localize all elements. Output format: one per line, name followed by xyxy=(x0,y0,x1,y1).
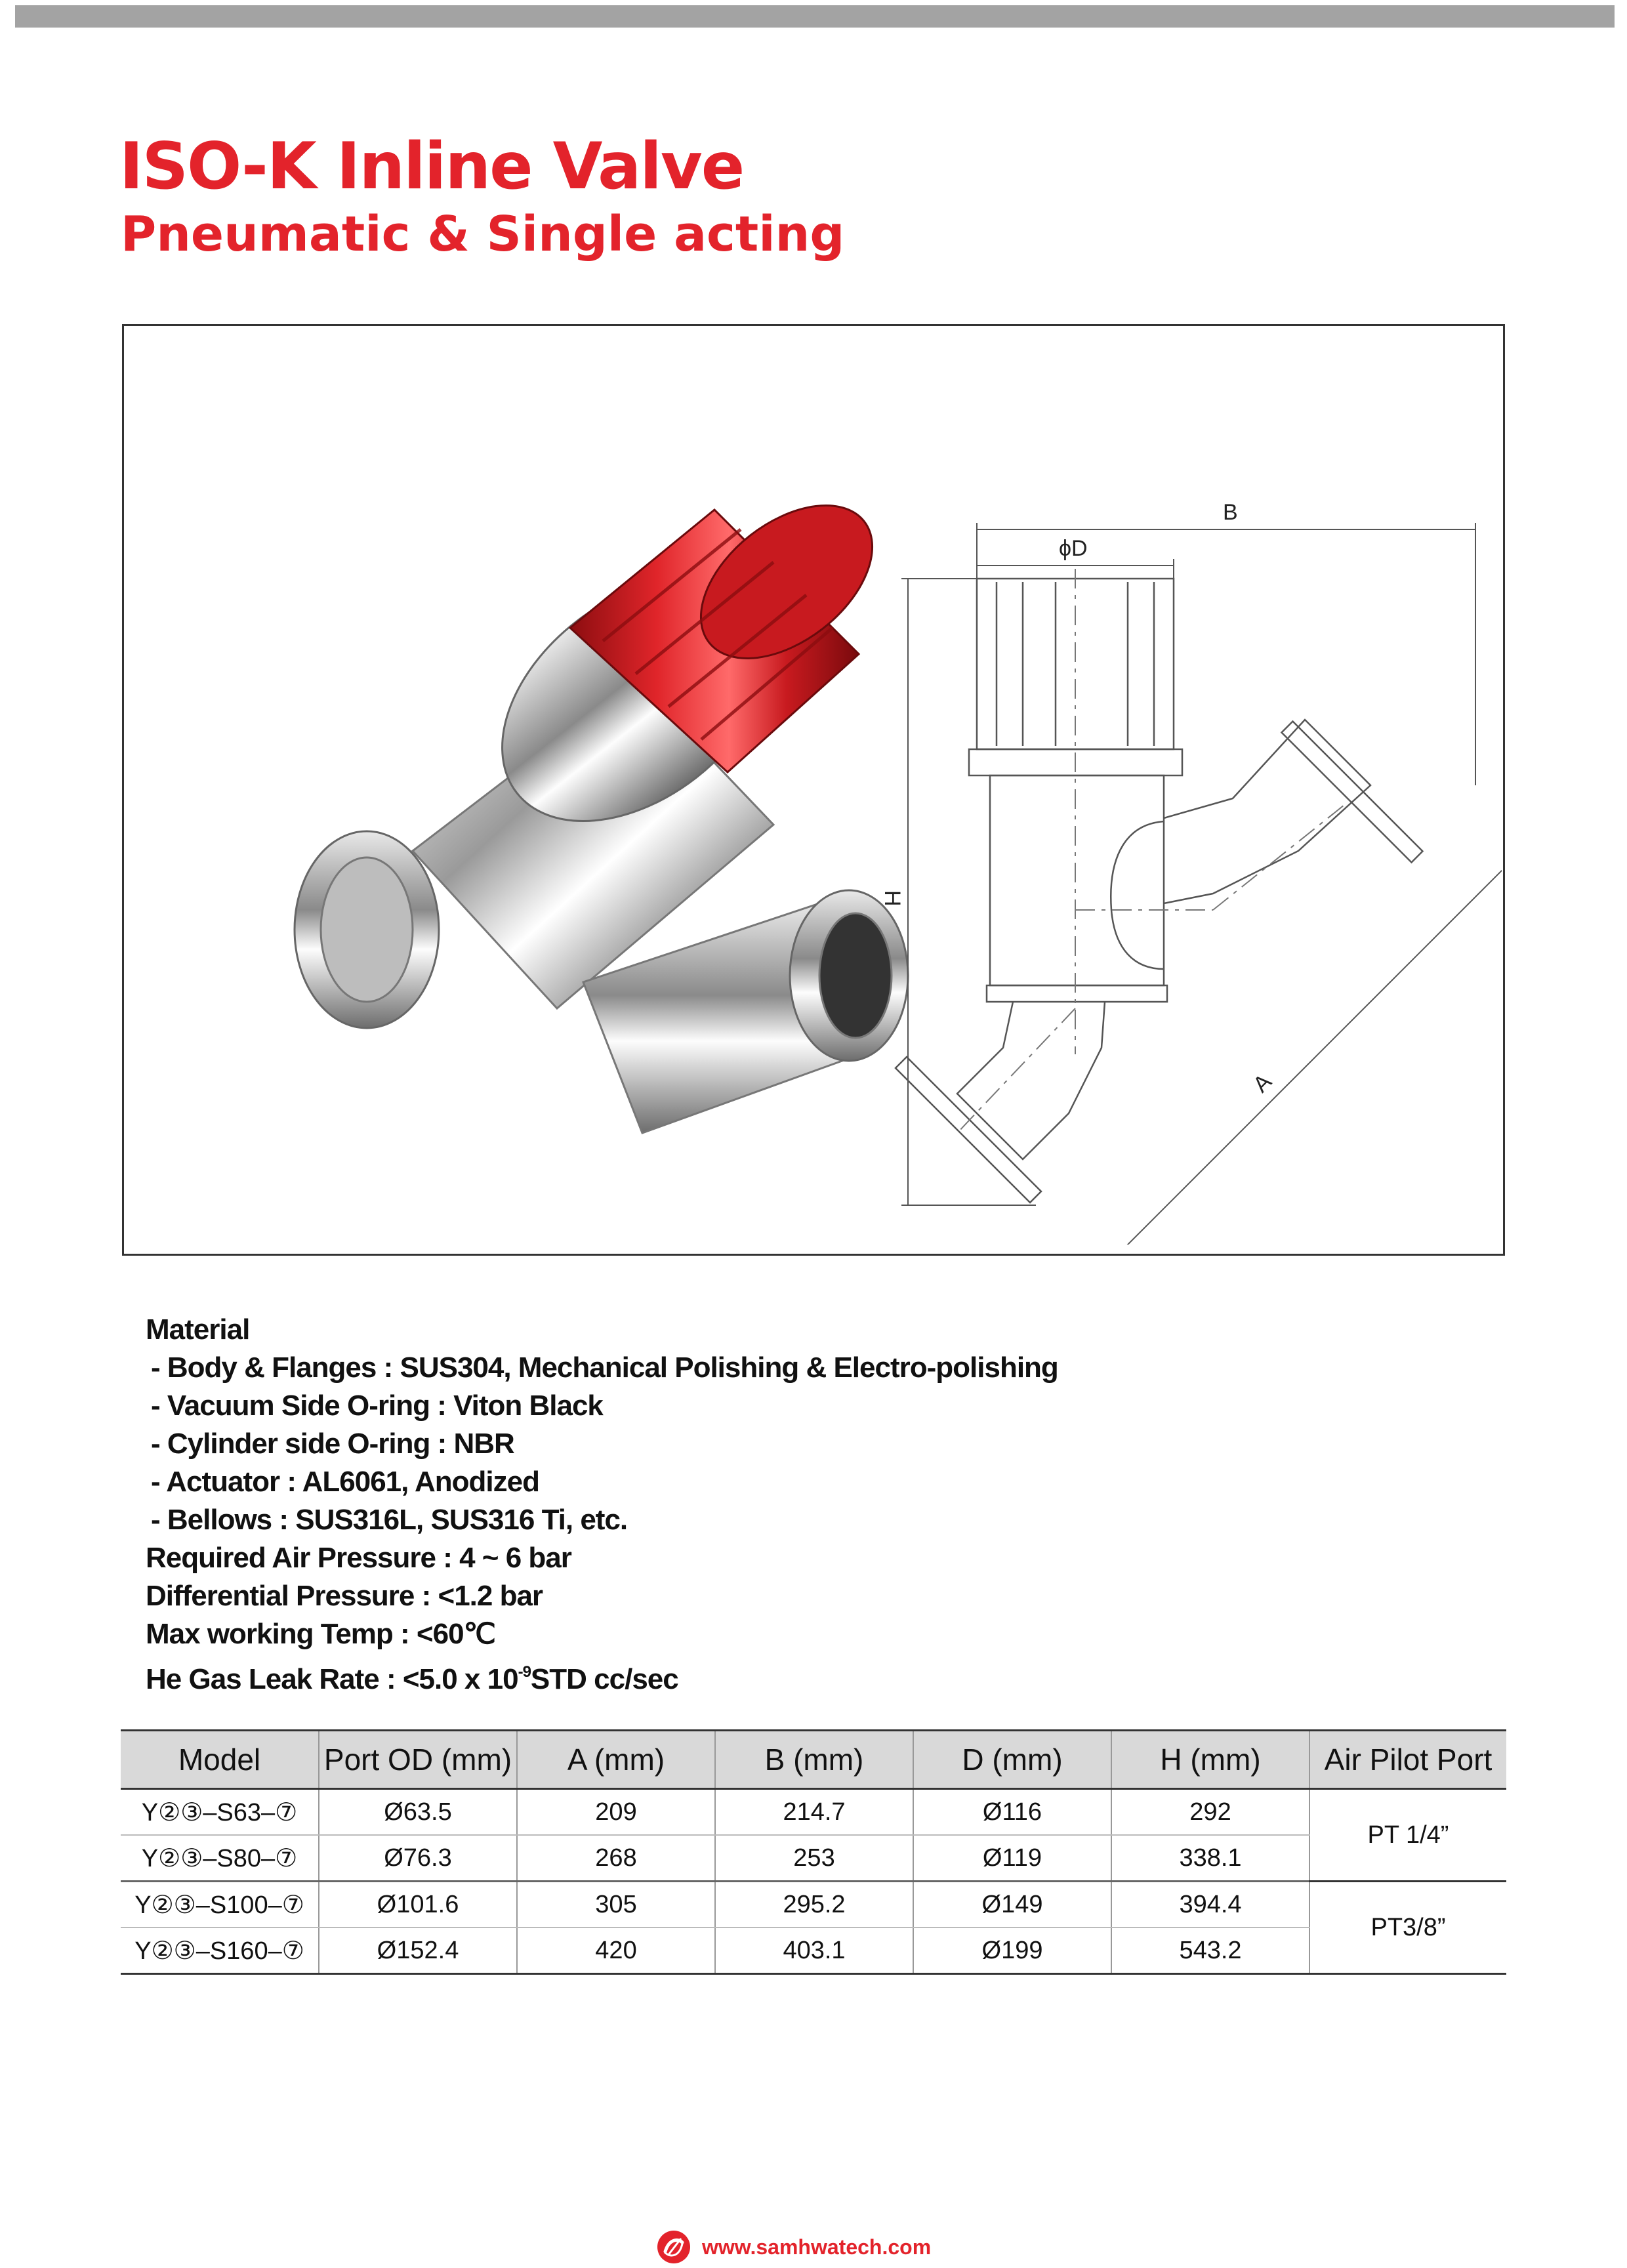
cell-b: 403.1 xyxy=(715,1928,913,1974)
cell-port-od: Ø63.5 xyxy=(319,1789,517,1836)
dim-label-a: A xyxy=(1248,1069,1277,1098)
specifications xyxy=(146,1311,1392,1695)
footer xyxy=(656,2227,931,2267)
cell-air-pilot-port: PT3/8” xyxy=(1309,1882,1506,1974)
cell-air-pilot-port: PT 1/4” xyxy=(1309,1789,1506,1882)
cell-d: Ø116 xyxy=(913,1789,1111,1836)
col-b: B (mm) xyxy=(715,1731,913,1789)
page-title: ISO-K Inline Valve xyxy=(119,129,744,204)
dimension-table xyxy=(121,1729,1506,1975)
cell-b: 214.7 xyxy=(715,1789,913,1836)
cell-port-od: Ø76.3 xyxy=(319,1835,517,1882)
cell-model: Y②③–S100–⑦ xyxy=(121,1882,319,1928)
cell-port-od: Ø152.4 xyxy=(319,1928,517,1974)
material-item: - Vacuum Side O-ring : Viton Black xyxy=(151,1390,603,1422)
company-logo-icon xyxy=(656,2229,691,2265)
material-heading: Material xyxy=(146,1313,250,1346)
dim-label-b: B xyxy=(1223,500,1238,525)
col-model: Model xyxy=(121,1731,319,1789)
cell-d: Ø149 xyxy=(913,1882,1111,1928)
table-header-row xyxy=(121,1731,1506,1789)
cell-h: 338.1 xyxy=(1111,1835,1309,1882)
max-working-temp: Max working Temp : <60℃ xyxy=(146,1618,495,1650)
cell-h: 543.2 xyxy=(1111,1928,1309,1974)
leak-rate-exponent: -9 xyxy=(518,1663,531,1681)
page-subtitle: Pneumatic & Single acting xyxy=(121,206,845,262)
table-row xyxy=(121,1835,1506,1882)
cell-a: 268 xyxy=(517,1835,715,1882)
leak-rate-suffix: STD cc/sec xyxy=(530,1663,678,1695)
dim-label-h: H xyxy=(880,890,905,907)
cell-model: Y②③–S160–⑦ xyxy=(121,1928,319,1974)
table-row xyxy=(121,1928,1506,1974)
table-row xyxy=(121,1789,1506,1836)
dim-label-d: ϕD xyxy=(1059,536,1088,561)
cell-a: 420 xyxy=(517,1928,715,1974)
cell-a: 305 xyxy=(517,1882,715,1928)
col-d: D (mm) xyxy=(913,1731,1111,1789)
cell-model: Y②③–S80–⑦ xyxy=(121,1835,319,1882)
leak-rate xyxy=(146,1653,1392,1695)
cell-d: Ø199 xyxy=(913,1928,1111,1974)
cell-b: 295.2 xyxy=(715,1882,913,1928)
material-item: - Body & Flanges : SUS304, Mechanical Polishing & Electro-polishing xyxy=(151,1351,1058,1384)
differential-pressure: Differential Pressure : <1.2 bar xyxy=(146,1580,543,1612)
table-row xyxy=(121,1882,1506,1928)
cell-port-od: Ø101.6 xyxy=(319,1882,517,1928)
technical-drawing xyxy=(846,392,1502,1245)
col-a: A (mm) xyxy=(517,1731,715,1789)
material-item: - Bellows : SUS316L, SUS316 Ti, etc. xyxy=(151,1504,628,1536)
top-bar xyxy=(15,5,1615,28)
air-pressure: Required Air Pressure : 4 ~ 6 bar xyxy=(146,1542,571,1574)
cell-h: 394.4 xyxy=(1111,1882,1309,1928)
cell-h: 292 xyxy=(1111,1789,1309,1836)
cell-b: 253 xyxy=(715,1835,913,1882)
col-port-od: Port OD (mm) xyxy=(319,1731,517,1789)
cell-a: 209 xyxy=(517,1789,715,1836)
material-item: - Cylinder side O-ring : NBR xyxy=(151,1428,514,1460)
col-h: H (mm) xyxy=(1111,1731,1309,1789)
leak-rate-prefix: He Gas Leak Rate : <5.0 x 10 xyxy=(146,1663,518,1695)
material-item: - Actuator : AL6061, Anodized xyxy=(151,1466,539,1498)
product-figure xyxy=(122,324,1505,1256)
cell-d: Ø119 xyxy=(913,1835,1111,1882)
cell-model: Y②③–S63–⑦ xyxy=(121,1789,319,1836)
col-air-pilot-port: Air Pilot Port xyxy=(1309,1731,1506,1789)
website-link[interactable]: www.samhwatech.com xyxy=(702,2235,932,2259)
